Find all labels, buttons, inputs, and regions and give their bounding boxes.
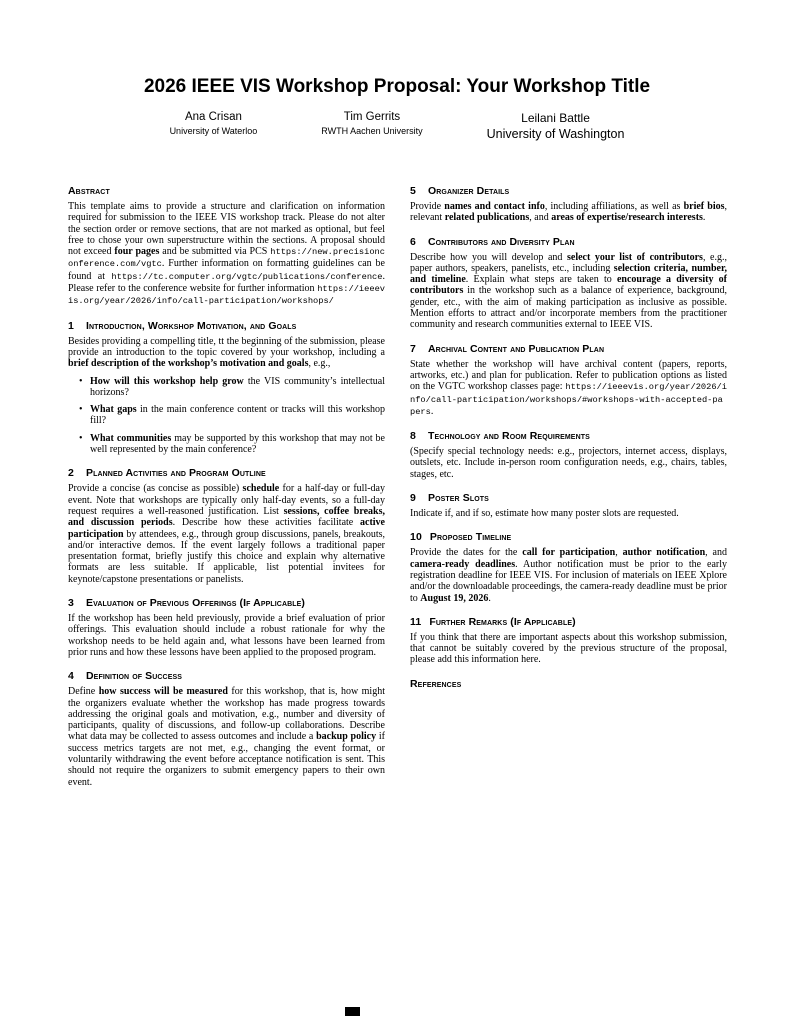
body-text: . Author notification must be prior to the early registration deadline for IEEE VIS. For inclusion of materials on IEEE Xplore and/or the downloadable proceedings, the camera-ready deadline must be prior to xyxy=(410,558,727,604)
body-text: . Further information on formatting guidelines can be found at xyxy=(68,258,385,282)
paragraph xyxy=(68,686,385,788)
section-number: 9 xyxy=(410,492,416,505)
section-number: 5 xyxy=(410,185,416,197)
list-item xyxy=(90,433,385,456)
author-name: Ana Crisan xyxy=(184,111,242,123)
section xyxy=(68,185,385,308)
body-text: , e.g., paper authors, speakers, panelists, etc., including xyxy=(410,251,727,274)
section-number: 4 xyxy=(68,670,74,683)
bold-text: names and contact info xyxy=(444,201,545,212)
body-text: Indicate if, and if so, estimate how many poster slots are requested. xyxy=(410,508,679,520)
bold-text: select your list of contributors xyxy=(566,251,703,263)
section-title: References xyxy=(410,677,462,690)
body-text: for a half-day or full-day event. Note that workshops are typically only half-day events, so a full-day request requires a well-reasoned justification. List xyxy=(68,483,385,517)
body-text: . xyxy=(488,592,491,604)
body-text: Describe how you will develop and xyxy=(410,251,567,263)
body-text: Besides providing a compelling title, tt the beginning of the submission, please provide an introduction to the topic covered by your workshop, including a xyxy=(68,335,385,358)
paragraph xyxy=(410,201,727,224)
url-text: https://ieeevis.org/year/2026/info/call-participation/workshops/#workshops-with-accepted-papers xyxy=(410,382,727,417)
section-number: 1 xyxy=(68,319,74,332)
section-heading xyxy=(410,678,727,690)
section-number: 10 xyxy=(410,531,422,544)
section-heading xyxy=(410,185,727,197)
page-title: 2026 IEEE VIS Workshop Proposal: Your Workshop Title xyxy=(143,76,651,97)
right-column xyxy=(410,185,727,699)
section xyxy=(68,670,385,788)
paragraph xyxy=(68,336,385,370)
section xyxy=(410,492,727,519)
paragraph xyxy=(410,446,727,480)
section-title: Technology and Room Requirements xyxy=(428,430,590,443)
paragraph xyxy=(410,632,727,666)
section xyxy=(68,467,385,585)
bold-text: selection criteria, number, and timeline xyxy=(410,262,727,286)
section-heading xyxy=(410,236,727,248)
section-number: 3 xyxy=(68,597,74,610)
bold-text: schedule xyxy=(242,483,280,495)
bullet-list xyxy=(68,376,385,456)
section xyxy=(410,616,727,666)
body-text: . Explain what steps are taken to xyxy=(465,274,617,286)
section-heading xyxy=(410,492,727,504)
body-text: , relevant xyxy=(410,201,727,224)
body-text: , including affiliations, as well as xyxy=(544,201,684,212)
author-name: Leilani Battle xyxy=(521,111,590,125)
bold-text: encourage a diversity of contributors xyxy=(410,274,727,297)
paragraph xyxy=(410,252,727,331)
body-text: Provide the dates for the xyxy=(410,547,523,559)
section-title: Planned Activities and Program Outline xyxy=(86,467,266,480)
body-text: for this workshop, that is, how might the organizers evaluate whether the workshop has made progress towards addressing the original goals and motivation, e.g., number and diversity of participants, quality of discussions, and follow-up collaborations. Describe what data may be collected to assess outcomes and include a xyxy=(68,686,385,743)
section-heading xyxy=(68,467,385,479)
section-number: 11 xyxy=(410,615,422,628)
section-number: 6 xyxy=(410,235,416,248)
two-column-body xyxy=(68,185,727,797)
bold-text: camera-ready deadlines xyxy=(410,558,516,570)
section xyxy=(410,185,727,224)
author-block xyxy=(321,111,422,141)
body-text: , e.g., xyxy=(308,358,331,370)
author-affiliation: University of Waterloo xyxy=(169,126,258,136)
author-affiliation: RWTH Aachen University xyxy=(321,126,423,136)
paragraph xyxy=(410,359,727,418)
bold-text: August 19, 2026 xyxy=(420,592,489,604)
paragraph xyxy=(410,547,727,603)
body-text: Provide a concise (as concise as possible) xyxy=(68,483,243,495)
section xyxy=(410,236,727,331)
list-item xyxy=(90,376,385,399)
bold-text: four pages xyxy=(114,246,160,258)
section xyxy=(410,430,727,480)
section-title: Introduction, Workshop Motivation, and Goals xyxy=(86,319,297,332)
section-heading xyxy=(68,670,385,682)
section-number: 7 xyxy=(410,342,416,355)
body-text: in the main conference content or tracks will this workshop fill? xyxy=(90,404,385,427)
section-heading xyxy=(410,616,727,628)
section-title: Organizer Details xyxy=(428,185,510,197)
body-text: . Please refer to the conference website for further information xyxy=(68,270,385,295)
body-text: (Specify special technology needs: e.g., projectors, internet access, displays, outslets, etc. Include in-person room configuration needs, e.g., chairs, tables, stages, etc. xyxy=(410,446,727,480)
bold-text: related publications xyxy=(444,212,530,224)
body-text: by attendees, e.g., through group discussions, panels, breakouts, and/or interactive demos. If the event largely follows a traditional paper presentation format, briefly justify this choice and explain why alternative formats are less suitable. If applicable, list potential invitees for keynote/capstone presentations or panelists. xyxy=(68,528,385,585)
author-name: Tim Gerrits xyxy=(343,111,401,123)
section-title: Contributors and Diversity Plan xyxy=(428,235,575,248)
bold-text: author notification xyxy=(622,547,706,559)
body-text: the VIS community’s intellectual horizons? xyxy=(90,375,385,398)
section-heading xyxy=(410,430,727,442)
url-text: https://tc.computer.org/vgtc/publications/conference xyxy=(111,271,383,282)
body-text: and be submitted via PCS xyxy=(159,246,271,258)
section-title: Evaluation of Previous Offerings (If Applicable) xyxy=(86,597,306,610)
body-text: Define xyxy=(68,686,99,698)
author-affiliation: University of Washington xyxy=(486,127,625,141)
body-text: If the workshop has been held previously, provide a brief evaluation of prior offerings. This evaluation should include a robust rationale for why the workshop needs to be held again and, what lessons have been learned from prior runs and how these lessons have been applied to the proposed program. xyxy=(68,613,385,658)
section-heading xyxy=(410,531,727,543)
section xyxy=(410,678,727,690)
body-text: if success metrics targets are not met, e.g., changing the event format, or voluntarily withdrawing the event before acceptance notification is sent. This should not require the organizers to submit emergency papers to their own event. xyxy=(68,731,385,788)
body-text: . Describe how these activities facilitate xyxy=(172,517,360,529)
body-text: , xyxy=(615,547,623,559)
section xyxy=(68,597,385,658)
section-number: 2 xyxy=(68,467,74,480)
bold-text: What communities xyxy=(90,432,172,444)
bold-text: backup policy xyxy=(316,731,377,743)
bold-text: call for participation xyxy=(522,547,616,559)
bold-text: brief bios xyxy=(683,201,725,212)
body-text: may be supported by this workshop that may not be well represented by the main conference? xyxy=(90,432,385,456)
body-text: , and xyxy=(705,547,727,559)
section-title: Definition of Success xyxy=(86,670,183,683)
bold-text: What gaps xyxy=(90,404,137,416)
list-item xyxy=(90,404,385,427)
section-number: 8 xyxy=(410,430,416,443)
section-heading xyxy=(410,343,727,355)
bold-text: How will this workshop help grow xyxy=(90,375,244,387)
bold-text: sessions, coffee breaks, and discussion periods xyxy=(68,505,386,529)
section-heading xyxy=(68,185,385,197)
body-text: in the workshop such as a balance of experience, background, gender, etc., with the aim of making participation as inclusive as possible. Mention efforts to attract and/or incorporate members from the practitioner community and research communities external to IEEE VIS. xyxy=(410,285,727,331)
section-title: Further Remarks (If Applicable) xyxy=(429,615,576,628)
bold-text: active participation xyxy=(68,517,385,540)
section-title: Poster Slots xyxy=(428,492,489,505)
body-text: If you think that there are important aspects about this workshop submission, that cannot be suitably covered by the previous structure of the proposal, please add this information here. xyxy=(410,631,727,666)
left-column xyxy=(68,185,385,797)
paragraph xyxy=(68,613,385,658)
url-text: https://ieeevis.org/year/2026/info/call-participation/workshops/ xyxy=(68,284,385,307)
section xyxy=(410,531,727,603)
section-title: Archival Content and Publication Plan xyxy=(428,342,605,355)
bold-text: how success will be measured xyxy=(98,686,228,698)
body-text: This template aims to provide a structure and clarification on information required for submission to the IEEE VIS workshop track. Please do not alter the section order or remove sections, that are not marked as optional, but feel free to chose your own superstructure within the sections. A proposal should not exceed xyxy=(68,201,385,258)
authors-row xyxy=(0,111,794,141)
author-block xyxy=(487,111,625,141)
body-text: , and xyxy=(529,212,552,224)
body-text: . xyxy=(430,405,434,417)
body-text: . xyxy=(702,212,706,224)
section xyxy=(68,320,385,456)
section-title: Abstract xyxy=(68,185,110,197)
author-block xyxy=(170,111,258,141)
section-heading xyxy=(68,597,385,609)
section-title: Proposed Timeline xyxy=(429,531,512,544)
paragraph xyxy=(68,201,385,308)
section xyxy=(410,343,727,418)
paragraph xyxy=(68,483,385,585)
body-text: Provide xyxy=(410,201,445,212)
bold-text: brief description of the workshop’s motivation and goals xyxy=(68,358,309,370)
section-heading xyxy=(68,320,385,332)
bold-text: areas of expertise/research interests xyxy=(551,212,703,224)
body-text: State whether the workshop will have archival content (papers, reports, artworks, etc.) and plan for publication. Refer to publication options as listed on the VGTC workshop classes page: xyxy=(410,358,727,393)
page-artifact-mark xyxy=(345,1007,360,1016)
paragraph xyxy=(410,508,727,519)
url-text: https://new.precisionconference.com/vgtc xyxy=(68,247,385,270)
